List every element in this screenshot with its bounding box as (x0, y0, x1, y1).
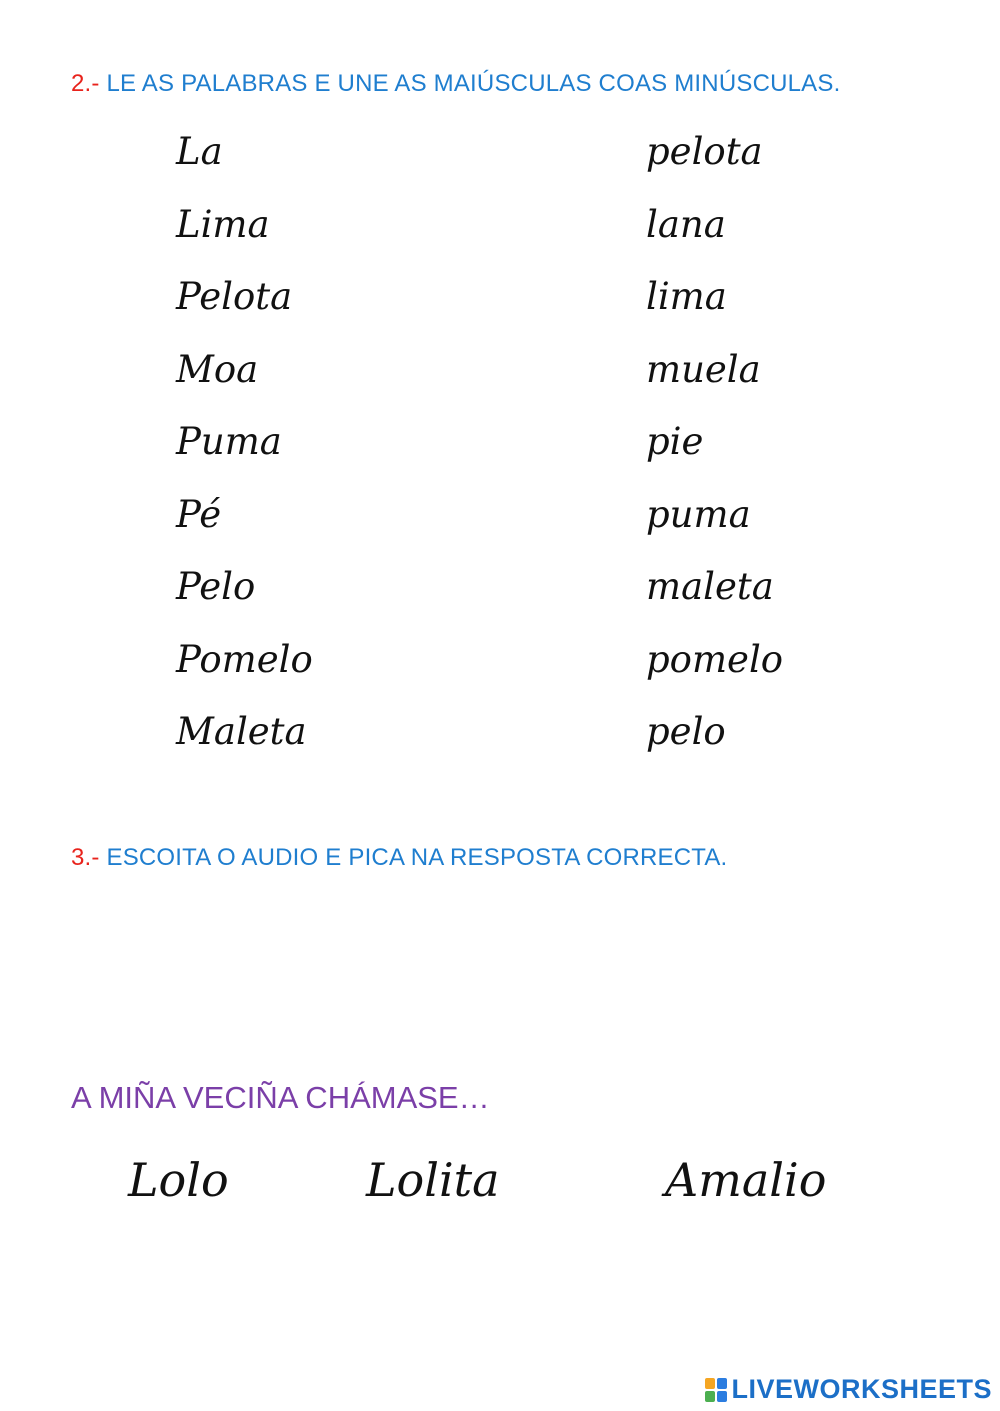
brand-name: LIVEWORKSHEETS (731, 1374, 992, 1404)
left-word[interactable]: Pelota (176, 275, 293, 318)
right-word[interactable]: pomelo (646, 638, 784, 681)
answer-option[interactable]: Lolo (128, 1153, 229, 1207)
left-word[interactable]: La (176, 130, 223, 173)
right-word[interactable]: maleta (646, 565, 774, 608)
right-word[interactable]: pelota (646, 130, 763, 173)
left-word[interactable]: Lima (176, 203, 270, 246)
answer-option[interactable]: Amalio (665, 1153, 827, 1207)
section-2-instruction: LE AS PALABRAS E UNE AS MAIÚSCULAS COAS MINÚSCULAS. (106, 70, 841, 97)
question-text: A MIÑA VECIÑA CHÁMASE… (71, 1080, 490, 1115)
liveworksheets-logo-icon (705, 1378, 727, 1402)
right-word[interactable]: pelo (646, 710, 726, 753)
right-word[interactable]: pie (646, 420, 704, 463)
section-2-heading (71, 70, 840, 98)
right-word[interactable]: muela (646, 348, 761, 391)
section-3-instruction: ESCOITA O AUDIO E PICA NA RESPOSTA CORRECTA. (106, 844, 728, 871)
section-3-heading (71, 844, 727, 872)
liveworksheets-logo[interactable] (705, 1374, 992, 1405)
section-3-number: 3.- (71, 844, 100, 871)
right-word[interactable]: lima (646, 275, 727, 318)
left-word[interactable]: Puma (176, 420, 282, 463)
section-2-number: 2.- (71, 70, 100, 97)
right-word[interactable]: puma (646, 493, 751, 536)
answer-option[interactable]: Lolita (366, 1153, 500, 1207)
right-word[interactable]: lana (646, 203, 726, 246)
left-word[interactable]: Moa (176, 348, 259, 391)
left-word[interactable]: Maleta (176, 710, 307, 753)
left-word[interactable]: Pomelo (176, 638, 313, 681)
left-word[interactable]: Pé (176, 493, 222, 536)
left-word[interactable]: Pelo (176, 565, 256, 608)
